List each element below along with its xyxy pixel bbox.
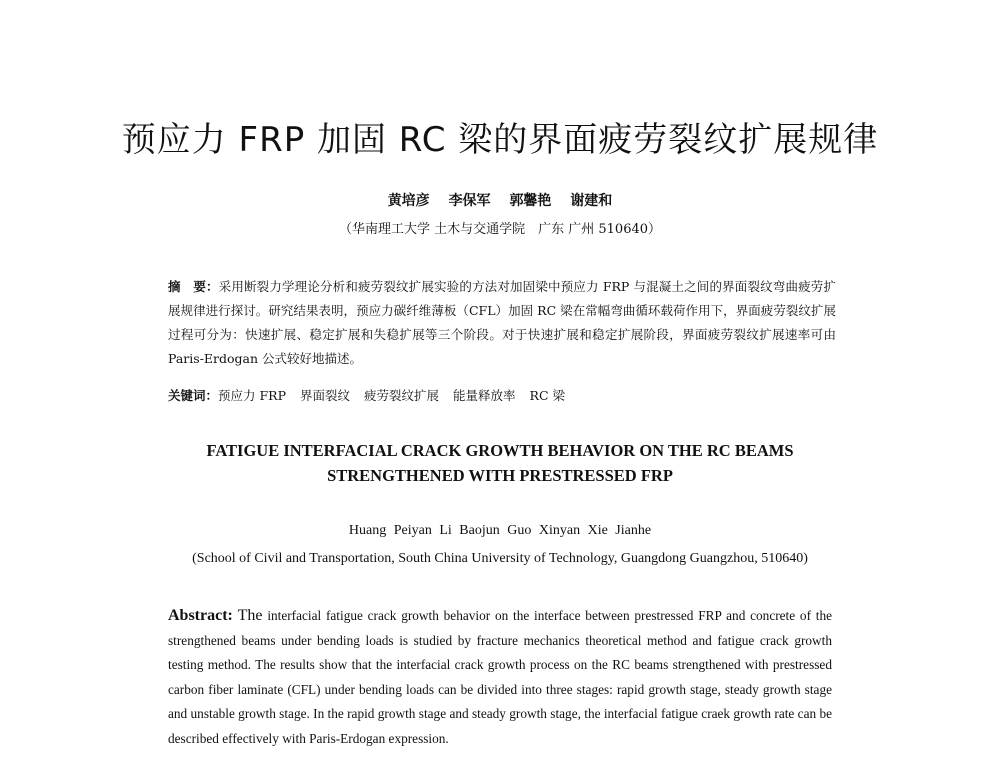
english-abstract-lead: The [237, 607, 263, 624]
english-abstract-text: interfacial fatigue crack growth behavior on the interface between prestressed FRP and concrete of the strengthened beams under bending loads is studied by fracture mechanics theoretical method and fatigue crack growth testing method. The results show that the interfacial crack growth process on the RC beams strengthened with prestressed carbon fiber laminate (CFL) under bending loads can be divided into three stages: rapid growth stage, steady growth stage and unstable growth stage. In the rapid growth stage and steady growth stage, the interfacial fatigue craek growth rate can be described effectively with Paris-Erdogan expression. [168, 608, 833, 746]
chinese-author: 郭馨艳 [509, 193, 552, 209]
english-title [0, 438, 1000, 488]
chinese-author: 黄培彦 [387, 193, 430, 209]
english-author-list [0, 523, 1000, 539]
english-abstract [168, 604, 832, 751]
chinese-author: 谢建和 [570, 193, 613, 209]
keyword: 能量释放率 [453, 388, 516, 403]
english-author: Guo Xinyan [507, 523, 581, 538]
chinese-keywords-label: 关键词： [168, 388, 219, 403]
english-affiliation: (School of Civil and Transportation, South China University of Technology, Guangdong Guangzhou, 510640) [192, 551, 808, 566]
keyword: RC 梁 [529, 388, 565, 403]
english-author: Li Baojun [439, 523, 500, 538]
chinese-keywords [168, 384, 836, 408]
chinese-title: 预应力 FRP 加固 RC 梁的界面疲劳裂纹扩展规律 [121, 120, 879, 160]
english-title-line: STRENGTHENED WITH PRESTRESSED FRP [327, 466, 673, 485]
chinese-author: 李保军 [448, 193, 491, 209]
keyword: 界面裂纹 [300, 388, 351, 403]
keyword: 预应力 FRP [218, 388, 286, 403]
chinese-author-list [0, 190, 1000, 210]
english-abstract-label: Abstract: [168, 607, 233, 624]
chinese-affiliation: （华南理工大学 土木与交通学院 广东 广州 510640） [338, 222, 662, 237]
keyword: 疲劳裂纹扩展 [364, 388, 440, 403]
chinese-abstract-label: 摘 要： [168, 279, 219, 294]
chinese-abstract-text: 采用断裂力学理论分析和疲劳裂纹扩展实验的方法对加固梁中预应力 FRP 与混凝土之间的界面裂纹弯曲疲劳扩展规律进行探讨。研究结果表明，预应力碳纤维薄板（CFL）加固 RC 梁在常幅弯曲循环载荷作用下，界面疲劳裂纹扩展过程可分为：快速扩展、稳定扩展和失稳扩展等三个阶段。对于快速扩展和稳定扩展阶段，界面疲劳裂纹扩展速率可由 Paris-Erdogan 公式较好地描述。 [168, 279, 836, 366]
english-author: Huang Peiyan [348, 523, 432, 538]
english-author: Xie Jianhe [587, 523, 652, 538]
chinese-abstract [168, 275, 836, 371]
english-title-line: FATIGUE INTERFACIAL CRACK GROWTH BEHAVIOR ON THE RC BEAMS [206, 441, 794, 460]
